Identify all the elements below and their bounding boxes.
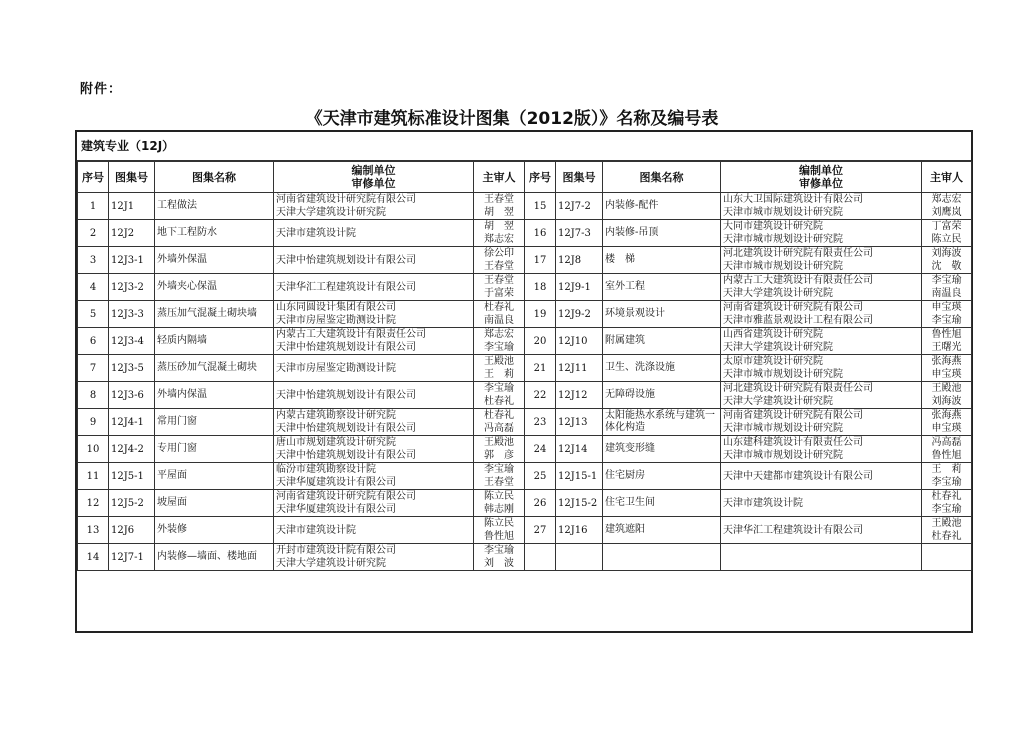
reviewer-cell-line1: 张海燕 <box>931 410 962 421</box>
code-cell: 12J9-2 <box>556 301 603 328</box>
document-title: 《天津市建筑标准设计图集（2012版）》名称及编号表 <box>305 109 719 129</box>
reviewer-cell-line2: 王春堂 <box>484 261 514 272</box>
reviewer-cell-line2: 鲁性旭 <box>484 531 514 542</box>
unit-cell-line1: 天津华汇工程建筑设计有限公司 <box>723 524 863 536</box>
unit-cell-line2: 天津中怡建筑规划设计有限公司 <box>276 342 416 353</box>
seq-cell: 24 <box>525 436 556 463</box>
reviewer-cell-line2: 鲁性旭 <box>931 450 962 461</box>
code-cell: 12J4-1 <box>109 409 155 436</box>
reviewer-cell-line2: 郑志宏 <box>484 234 514 245</box>
reviewer-cell <box>474 274 525 301</box>
header-code: 图集号 <box>109 162 155 193</box>
table-row <box>78 355 972 382</box>
reviewer-cell-line1: 李宝瑜 <box>484 545 514 556</box>
atlas-name-cell: 建筑变形缝 <box>603 436 721 463</box>
reviewer-cell-line2: 李宝瑜 <box>931 477 962 488</box>
reviewer-cell-line2: 胡 翌 <box>484 207 514 218</box>
reviewer-cell-line1: 丁富荣 <box>931 221 962 232</box>
reviewer-cell <box>922 436 972 463</box>
unit-cell-line2: 天津大学建筑设计研究院 <box>723 342 833 353</box>
unit-cell <box>274 490 474 517</box>
reviewer-cell-line1: 王春堂 <box>484 275 514 286</box>
atlas-name-cell: 住宅卫生间 <box>603 490 721 517</box>
unit-cell <box>721 544 922 571</box>
seq-cell: 27 <box>525 517 556 544</box>
seq-cell: 11 <box>78 463 109 490</box>
table-row <box>78 463 972 490</box>
catalog-table <box>77 161 972 571</box>
unit-cell <box>274 328 474 355</box>
reviewer-cell-line2: 李宝瑜 <box>931 315 962 326</box>
unit-cell-line1: 开封市建筑设计院有限公司 <box>276 545 396 556</box>
table-row <box>78 382 972 409</box>
table-row <box>78 409 972 436</box>
reviewer-cell <box>474 517 525 544</box>
code-cell: 12J5-2 <box>109 490 155 517</box>
unit-cell-line2: 天津市房屋鉴定勘测设计院 <box>276 315 396 326</box>
atlas-name-cell: 住宅厨房 <box>603 463 721 490</box>
unit-cell <box>274 517 474 544</box>
unit-cell-line2: 天津华厦建筑设计有限公司 <box>276 504 396 515</box>
table-row <box>78 193 972 220</box>
unit-cell <box>274 544 474 571</box>
unit-cell-line2: 天津市雅蓝景观设计工程有限公司 <box>723 315 873 326</box>
reviewer-cell-line1: 刘海波 <box>931 248 962 259</box>
unit-cell-line1: 河南省建筑设计研究院有限公司 <box>723 410 863 421</box>
table-row <box>78 517 972 544</box>
unit-cell-line1: 河南省建筑设计研究院有限公司 <box>276 194 416 205</box>
unit-cell-line1: 太原市建筑设计研究院 <box>723 356 823 367</box>
unit-cell <box>721 355 922 382</box>
header-unit-line1-right: 编制单位 <box>799 164 843 177</box>
table-row <box>78 220 972 247</box>
reviewer-cell <box>922 382 972 409</box>
unit-cell-line1: 唐山市规划建筑设计研究院 <box>276 437 396 448</box>
code-cell: 12J15-2 <box>556 490 603 517</box>
catalog-table-frame <box>75 130 973 633</box>
code-cell: 12J11 <box>556 355 603 382</box>
atlas-name-cell: 卫生、洗涤设施 <box>603 355 721 382</box>
seq-cell: 3 <box>78 247 109 274</box>
header-unit-line1: 编制单位 <box>351 164 396 177</box>
code-cell: 12J15-1 <box>556 463 603 490</box>
unit-cell <box>721 490 922 517</box>
unit-cell <box>721 220 922 247</box>
seq-cell: 25 <box>525 463 556 490</box>
atlas-name-cell: 蒸压砂加气混凝土砌块 <box>155 355 274 382</box>
atlas-name-cell: 专用门窗 <box>155 436 274 463</box>
code-cell: 12J3-3 <box>109 301 155 328</box>
unit-cell <box>721 409 922 436</box>
reviewer-cell-line1: 李宝瑜 <box>931 275 962 286</box>
reviewer-cell-line2: 于富荣 <box>484 288 514 299</box>
reviewer-cell <box>474 301 525 328</box>
reviewer-cell <box>922 274 972 301</box>
unit-cell <box>721 517 922 544</box>
reviewer-cell <box>922 355 972 382</box>
reviewer-cell-line2: 王春堂 <box>484 477 514 488</box>
code-cell: 12J2 <box>109 220 155 247</box>
code-cell: 12J7-3 <box>556 220 603 247</box>
seq-cell: 21 <box>525 355 556 382</box>
seq-cell: 19 <box>525 301 556 328</box>
code-cell: 12J4-2 <box>109 436 155 463</box>
reviewer-cell-line1: 郑志宏 <box>931 194 962 205</box>
unit-cell <box>274 382 474 409</box>
reviewer-cell <box>922 463 972 490</box>
unit-cell-line1: 天津市建筑设计院 <box>723 497 803 509</box>
header-unit-line2: 审修单位 <box>351 177 396 190</box>
atlas-name-cell: 楼 梯 <box>603 247 721 274</box>
unit-cell-line2: 天津市城市规划设计研究院 <box>723 450 843 461</box>
reviewer-cell-line1: 杜春礼 <box>484 410 514 421</box>
reviewer-cell-line2: 王曙光 <box>931 342 962 353</box>
unit-cell <box>274 274 474 301</box>
seq-cell <box>525 544 556 571</box>
unit-cell-line2: 天津中怡建筑规划设计有限公司 <box>276 450 416 461</box>
atlas-name-cell: 室外工程 <box>603 274 721 301</box>
unit-cell <box>274 355 474 382</box>
unit-cell-line1: 山东同圆设计集团有限公司 <box>276 302 396 313</box>
reviewer-cell <box>474 544 525 571</box>
unit-cell-line1: 天津市房屋鉴定勘测设计院 <box>276 362 396 374</box>
unit-cell-line2: 天津市城市规划设计研究院 <box>723 369 843 380</box>
seq-cell: 17 <box>525 247 556 274</box>
unit-cell-line2: 天津中怡建筑规划设计有限公司 <box>276 423 416 434</box>
atlas-name-cell: 内装修-吊顶 <box>603 220 721 247</box>
code-cell: 12J16 <box>556 517 603 544</box>
unit-cell <box>721 274 922 301</box>
code-cell: 12J3-4 <box>109 328 155 355</box>
reviewer-cell <box>474 463 525 490</box>
unit-cell <box>274 436 474 463</box>
header-code-right: 图集号 <box>556 162 603 193</box>
table-row <box>78 544 972 571</box>
atlas-name-cell: 外墙外保温 <box>155 247 274 274</box>
reviewer-cell <box>922 409 972 436</box>
section-title: 建筑专业（12J） <box>77 132 971 161</box>
code-cell <box>556 544 603 571</box>
reviewer-cell-line1: 李宝瑜 <box>484 464 514 475</box>
table-row <box>78 247 972 274</box>
reviewer-cell <box>474 355 525 382</box>
atlas-name-cell: 附属建筑 <box>603 328 721 355</box>
unit-cell-line2: 天津大学建筑设计研究院 <box>723 288 833 299</box>
unit-cell-line1: 山西省建筑设计研究院 <box>723 329 823 340</box>
reviewer-cell-line2: 冯高磊 <box>484 423 514 434</box>
seq-cell: 5 <box>78 301 109 328</box>
seq-cell: 20 <box>525 328 556 355</box>
reviewer-cell <box>922 490 972 517</box>
code-cell: 12J9-1 <box>556 274 603 301</box>
reviewer-cell-line2: 王 莉 <box>484 369 514 380</box>
unit-cell-line2: 天津华厦建筑设计有限公司 <box>276 477 396 488</box>
reviewer-cell <box>922 220 972 247</box>
header-name-right: 图集名称 <box>603 162 721 193</box>
unit-cell <box>274 409 474 436</box>
header-reviewer-right: 主审人 <box>922 162 972 193</box>
reviewer-cell-line1: 李宝瑜 <box>484 383 514 394</box>
unit-cell-line1: 临汾市建筑勘察设计院 <box>276 464 376 475</box>
atlas-name-cell: 蒸压加气混凝土砌块墙 <box>155 301 274 328</box>
unit-cell <box>721 382 922 409</box>
reviewer-cell-line1: 王 莉 <box>931 464 962 475</box>
reviewer-cell-line1: 王殿池 <box>931 383 962 394</box>
seq-cell: 7 <box>78 355 109 382</box>
reviewer-cell-line2: 刘鹰岚 <box>931 207 962 218</box>
header-unit-right <box>721 162 922 193</box>
reviewer-cell-line1: 王殿池 <box>931 518 962 529</box>
code-cell: 12J13 <box>556 409 603 436</box>
atlas-name-cell: 工程做法 <box>155 193 274 220</box>
reviewer-cell-line1: 鲁性旭 <box>931 329 962 340</box>
atlas-name-cell: 内装修—墙面、楼地面 <box>155 544 274 571</box>
unit-cell-line1: 河北建筑设计研究院有限责任公司 <box>723 383 873 394</box>
atlas-name-cell: 建筑遮阳 <box>603 517 721 544</box>
reviewer-cell <box>922 517 972 544</box>
unit-cell <box>721 247 922 274</box>
unit-cell-line1: 天津市建筑设计院 <box>276 524 356 536</box>
table-row <box>78 274 972 301</box>
code-cell: 12J1 <box>109 193 155 220</box>
code-cell: 12J3-6 <box>109 382 155 409</box>
atlas-name-cell: 轻质内隔墙 <box>155 328 274 355</box>
attachment-label: 附件： <box>80 82 123 97</box>
seq-cell: 13 <box>78 517 109 544</box>
atlas-name-cell: 外装修 <box>155 517 274 544</box>
reviewer-cell-line2: 沈 敬 <box>931 261 962 272</box>
unit-cell-line1: 天津中怡建筑规划设计有限公司 <box>276 389 416 401</box>
seq-cell: 26 <box>525 490 556 517</box>
seq-cell: 6 <box>78 328 109 355</box>
table-row <box>78 328 972 355</box>
seq-cell: 9 <box>78 409 109 436</box>
unit-cell-line1: 天津中天建都市建筑设计有限公司 <box>723 470 873 482</box>
unit-cell <box>274 301 474 328</box>
unit-cell-line1: 山东建科建筑设计有限责任公司 <box>723 437 863 448</box>
reviewer-cell-line2: 杜春礼 <box>484 396 514 407</box>
reviewer-cell-line2: 南温良 <box>931 288 962 299</box>
seq-cell: 18 <box>525 274 556 301</box>
reviewer-cell <box>922 544 972 571</box>
reviewer-cell-line2: 申宝瑛 <box>931 423 962 434</box>
unit-cell <box>274 463 474 490</box>
unit-cell <box>274 220 474 247</box>
code-cell: 12J7-2 <box>556 193 603 220</box>
reviewer-cell <box>922 193 972 220</box>
atlas-name-cell <box>603 544 721 571</box>
atlas-name-cell: 无障碍设施 <box>603 382 721 409</box>
reviewer-cell <box>922 328 972 355</box>
reviewer-cell-line2: 申宝瑛 <box>931 369 962 380</box>
reviewer-cell <box>474 220 525 247</box>
unit-cell <box>721 436 922 463</box>
unit-cell <box>721 328 922 355</box>
reviewer-cell-line1: 杜春礼 <box>931 491 962 502</box>
header-unit <box>274 162 474 193</box>
reviewer-cell <box>922 247 972 274</box>
code-cell: 12J3-2 <box>109 274 155 301</box>
atlas-name-cell: 外墙内保温 <box>155 382 274 409</box>
seq-cell: 23 <box>525 409 556 436</box>
reviewer-cell <box>474 328 525 355</box>
reviewer-cell <box>474 490 525 517</box>
reviewer-cell-line2: 李宝瑜 <box>931 504 962 515</box>
unit-cell-line1: 河南省建筑设计研究院有限公司 <box>723 302 863 313</box>
unit-cell-line1: 河南省建筑设计研究院有限公司 <box>276 491 416 502</box>
unit-cell <box>721 301 922 328</box>
unit-cell <box>721 193 922 220</box>
reviewer-cell-line1: 陈立民 <box>484 491 514 502</box>
reviewer-cell-line2: 刘海波 <box>931 396 962 407</box>
reviewer-cell-line1: 王殿池 <box>484 437 514 448</box>
seq-cell: 12 <box>78 490 109 517</box>
unit-cell-line1: 内蒙古工大建筑设计有限责任公司 <box>723 275 873 286</box>
unit-cell-line1: 山东大卫国际建筑设计有限公司 <box>723 194 863 205</box>
header-row <box>78 162 972 193</box>
header-seq: 序号 <box>78 162 109 193</box>
reviewer-cell-line2: 韩志刚 <box>484 504 514 515</box>
unit-cell-line2: 天津大学建筑设计研究院 <box>723 396 833 407</box>
seq-cell: 2 <box>78 220 109 247</box>
unit-cell-line1: 天津市建筑设计院 <box>276 227 356 239</box>
reviewer-cell-line1: 杜春礼 <box>484 302 514 313</box>
unit-cell-line2: 天津大学建筑设计研究院 <box>276 207 386 218</box>
seq-cell: 22 <box>525 382 556 409</box>
reviewer-cell-line1: 张海燕 <box>931 356 962 367</box>
unit-cell-line1: 内蒙古建筑勘察设计研究院 <box>276 410 396 421</box>
seq-cell: 10 <box>78 436 109 463</box>
unit-cell <box>721 463 922 490</box>
reviewer-cell <box>474 193 525 220</box>
reviewer-cell-line1: 郑志宏 <box>484 329 514 340</box>
reviewer-cell <box>474 247 525 274</box>
code-cell: 12J8 <box>556 247 603 274</box>
table-row <box>78 301 972 328</box>
reviewer-cell-line1: 胡 翌 <box>484 221 514 232</box>
atlas-name-cell: 环境景观设计 <box>603 301 721 328</box>
reviewer-cell <box>474 436 525 463</box>
atlas-name-cell: 外墙夹心保温 <box>155 274 274 301</box>
reviewer-cell-line1: 陈立民 <box>484 518 514 529</box>
unit-cell-line2: 天津市城市规划设计研究院 <box>723 261 843 272</box>
unit-cell-line2: 天津市城市规划设计研究院 <box>723 207 843 218</box>
header-name: 图集名称 <box>155 162 274 193</box>
reviewer-cell-line2: 郭 彦 <box>484 450 514 461</box>
unit-cell-line1: 天津中怡建筑规划设计有限公司 <box>276 254 416 266</box>
code-cell: 12J6 <box>109 517 155 544</box>
seq-cell: 16 <box>525 220 556 247</box>
reviewer-cell-line1: 王春堂 <box>484 194 514 205</box>
atlas-name-cell: 太阳能热水系统与建筑一体化构造 <box>603 409 721 436</box>
code-cell: 12J3-1 <box>109 247 155 274</box>
code-cell: 12J7-1 <box>109 544 155 571</box>
atlas-name-cell: 坡屋面 <box>155 490 274 517</box>
unit-cell <box>274 247 474 274</box>
code-cell: 12J3-5 <box>109 355 155 382</box>
atlas-name-cell: 常用门窗 <box>155 409 274 436</box>
reviewer-cell-line1: 冯高磊 <box>931 437 962 448</box>
table-row <box>78 436 972 463</box>
unit-cell-line2: 天津大学建筑设计研究院 <box>276 558 386 569</box>
unit-cell-line1: 河北建筑设计研究院有限责任公司 <box>723 248 873 259</box>
code-cell: 12J5-1 <box>109 463 155 490</box>
unit-cell-line1: 大同市建筑设计研究院 <box>723 221 823 232</box>
table-row <box>78 490 972 517</box>
atlas-name-cell: 平屋面 <box>155 463 274 490</box>
reviewer-cell-line2: 刘 波 <box>484 558 514 569</box>
header-seq-right: 序号 <box>525 162 556 193</box>
header-unit-line2-right: 审修单位 <box>799 177 843 190</box>
seq-cell: 8 <box>78 382 109 409</box>
reviewer-cell <box>474 382 525 409</box>
code-cell: 12J14 <box>556 436 603 463</box>
unit-cell-line1: 内蒙古工大建筑设计有限责任公司 <box>276 329 426 340</box>
unit-cell <box>274 193 474 220</box>
seq-cell: 15 <box>525 193 556 220</box>
seq-cell: 14 <box>78 544 109 571</box>
code-cell: 12J12 <box>556 382 603 409</box>
atlas-name-cell: 内装修-配件 <box>603 193 721 220</box>
seq-cell: 1 <box>78 193 109 220</box>
seq-cell: 4 <box>78 274 109 301</box>
reviewer-cell-line1: 徐公印 <box>484 248 514 259</box>
unit-cell-line2: 天津市城市规划设计研究院 <box>723 234 843 245</box>
reviewer-cell-line1: 王殿池 <box>484 356 514 367</box>
reviewer-cell-line2: 杜春礼 <box>931 531 962 542</box>
reviewer-cell-line2: 南温良 <box>484 315 514 326</box>
code-cell: 12J10 <box>556 328 603 355</box>
atlas-name-cell: 地下工程防水 <box>155 220 274 247</box>
reviewer-cell <box>474 409 525 436</box>
catalog-table-body <box>78 193 972 571</box>
reviewer-cell-line2: 李宝瑜 <box>484 342 514 353</box>
header-reviewer: 主审人 <box>474 162 525 193</box>
reviewer-cell-line2: 陈立民 <box>931 234 962 245</box>
reviewer-cell <box>922 301 972 328</box>
unit-cell-line1: 天津华汇工程建筑设计有限公司 <box>276 281 416 293</box>
unit-cell-line2: 天津市城市规划设计研究院 <box>723 423 843 434</box>
reviewer-cell-line1: 申宝瑛 <box>931 302 962 313</box>
